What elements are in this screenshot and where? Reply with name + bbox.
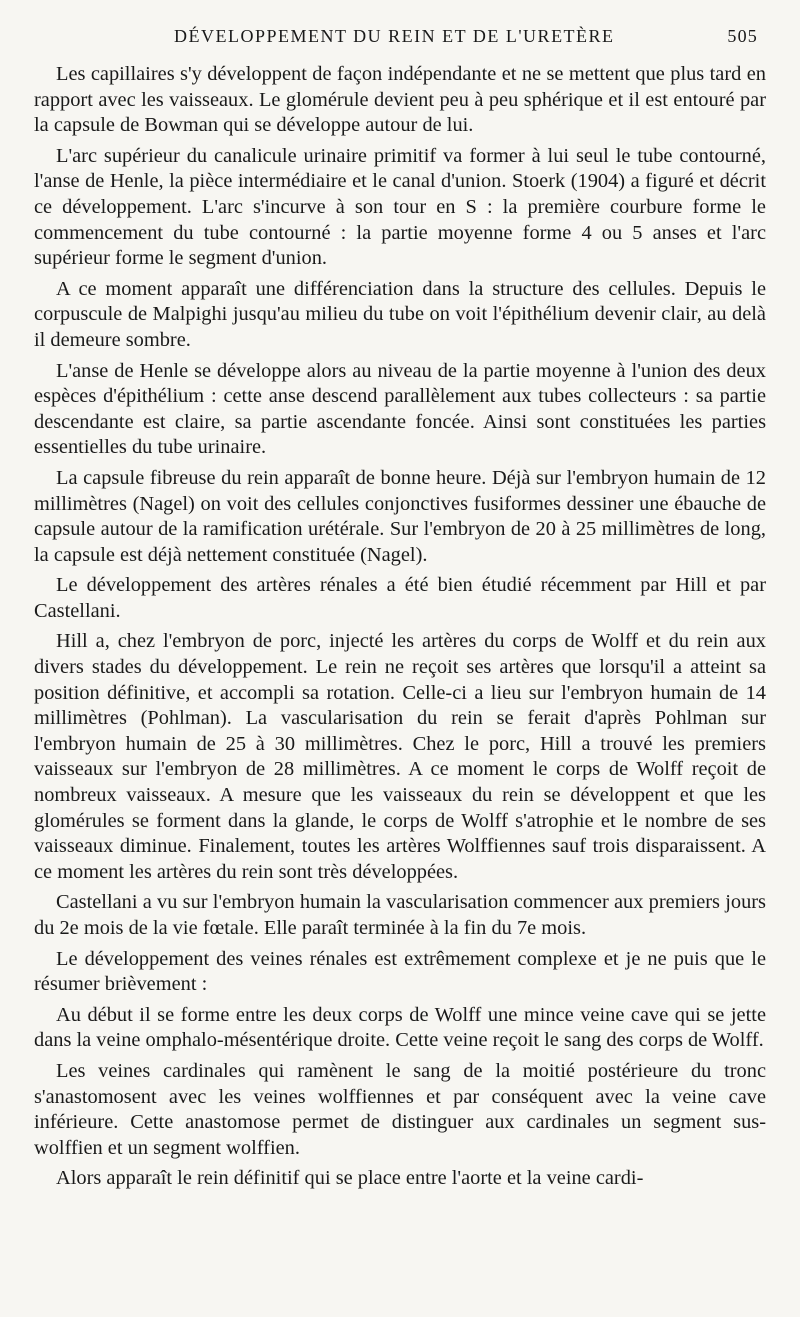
paragraph: Hill a, chez l'embryon de porc, injecté les artères du corps de Wolff et du rein aux divers stades du développement. Le rein ne reçoit ses artères que lorsqu'il a atteint sa position définitive, et accompli sa rotation. Celle-ci a lieu sur l'embryon humain de 14 millimètres (Pohlman). La vascularisation du rein se ferait d'après Pohlman sur l'embryon humain de 25 à 30 millimètres. Chez le porc, Hill a trouvé les premiers vaisseaux sur l'embryon de 28 millimètres. A ce moment le corps de Wolff reçoit de nombreux vaisseaux. A mesure que les vaisseaux du rein se développent et que les glomérules se forment dans la glande, le corps de Wolff s'atrophie et le nombre de ses vaisseaux diminue. Finalement, toutes les artères Wolffiennes sauf trois disparaissent. A ce moment les artères du rein sont très développées.: [34, 630, 766, 883]
page-number: 505: [727, 26, 758, 46]
paragraph: Le développement des artères rénales a été bien étudié récemment par Hill et par Castellani.: [34, 574, 766, 622]
paragraph: L'anse de Henle se développe alors au niveau de la partie moyenne à l'union des deux espèces d'épithélium : cette anse descend parallèlement aux tubes collecteurs : sa partie descendante est claire, sa partie ascendante foncée. Ainsi sont constituées les parties essentielles du tube urinaire.: [34, 359, 766, 459]
running-title: DÉVELOPPEMENT DU REIN ET DE L'URETÈRE: [174, 26, 615, 46]
paragraph: Alors apparaît le rein définitif qui se place entre l'aorte et la veine cardi-: [56, 1167, 644, 1190]
paragraph: Le développement des veines rénales est extrêmement complexe et je ne puis que le résumer brièvement :: [34, 947, 766, 996]
page-header: [34, 22, 766, 52]
paragraph: Au début il se forme entre les deux corps de Wolff une mince veine cave qui se jette dans la veine omphalo-mésentérique droite. Cette veine reçoit le sang des corps de Wolff.: [34, 1003, 766, 1052]
paragraph: L'arc supérieur du canalicule urinaire primitif va former à lui seul le tube contourné, l'anse de Henle, la pièce intermédiaire et le canal d'union. Stoerk (1904) a figuré et décrit ce développement. L'arc s'incurve à son tour en S : la première courbure forme le commencement du tube contourné : la partie moyenne forme 4 ou 5 anses et l'arc supérieur forme le segment d'union.: [34, 144, 766, 270]
paragraph: A ce moment apparaît une différenciation dans la structure des cellules. Depuis le corpuscule de Malpighi jusqu'au milieu du tube on voit l'épithélium devenir clair, au delà il demeure sombre.: [34, 277, 766, 351]
paragraph: Les capillaires s'y développent de façon indépendante et ne se mettent que plus tard en rapport avec les vaisseaux. Le glomérule devient peu à peu sphérique et il est entouré par la capsule de Bowman qui se développe autour de lui.: [34, 63, 766, 137]
paragraph: La capsule fibreuse du rein apparaît de bonne heure. Déjà sur l'embryon humain de 12 millimètres (Nagel) on voit des cellules conjonctives fusiformes dessiner une ébauche de capsule autour de la ramification urétérale. Sur l'embryon de 20 à 25 millimètres de long, la capsule est déjà nettement constituée (Nagel).: [34, 466, 766, 566]
paragraph: Castellani a vu sur l'embryon humain la vascularisation commencer aux premiers jours du 2e mois de la vie fœtale. Elle paraît terminée à la fin du 7e mois.: [34, 891, 766, 939]
paragraph: Les veines cardinales qui ramènent le sang de la moitié postérieure du tronc s'anastomosent avec les veines wolffiennes et par conséquent avec la veine cave inférieure. Cette anastomose permet de distinguer aux cardinales un segment sus-wolffien et un segment wolffien.: [34, 1059, 766, 1159]
body-text: [34, 62, 766, 1192]
